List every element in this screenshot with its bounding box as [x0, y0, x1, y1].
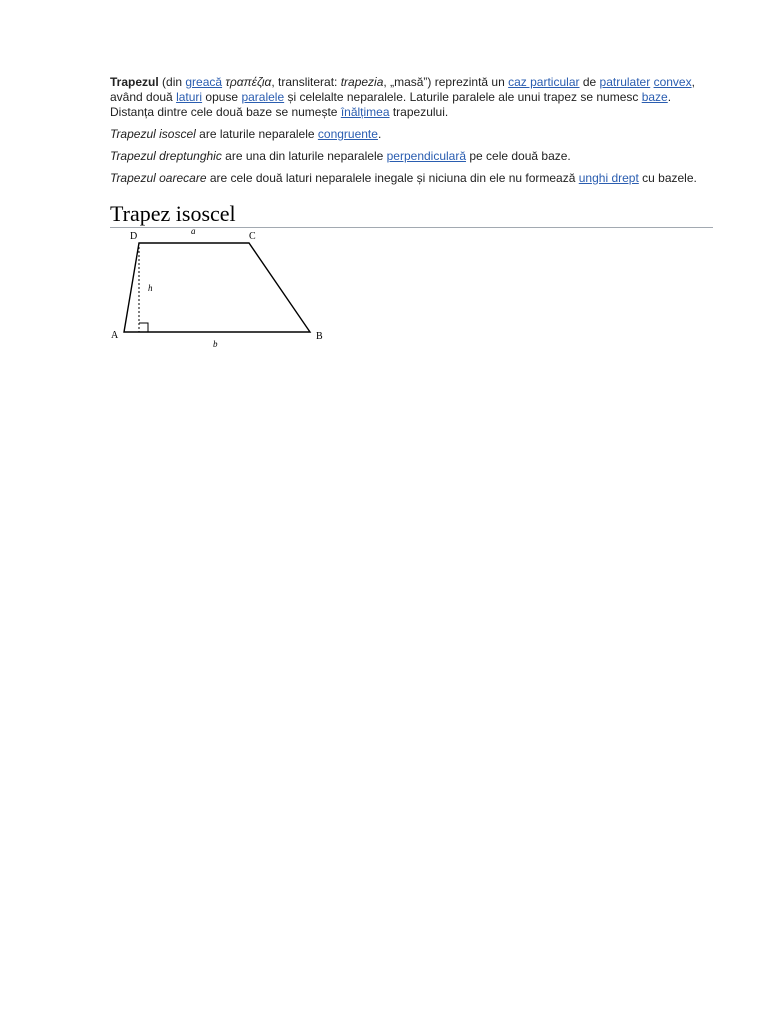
vertex-label-b: B: [316, 331, 323, 342]
right-angle-mark: [139, 323, 148, 332]
dreptunghic-text: pe cele două baze.: [466, 149, 571, 163]
vertex-label-d: D: [130, 231, 138, 242]
intro-text: . Distanța dintre cele două baze se numește: [110, 90, 672, 119]
oarecare-text: cu bazele.: [638, 171, 697, 185]
term-isoscel: Trapezul isoscel: [110, 127, 196, 141]
intro-text: (din: [158, 75, 186, 89]
height-label-h: h: [148, 283, 153, 293]
link-inaltimea[interactable]: înălțimea: [340, 105, 390, 119]
article-body: [110, 75, 713, 354]
trapezoid-figure: [110, 229, 350, 354]
link-baze[interactable]: baze: [641, 90, 668, 104]
link-laturi[interactable]: laturi: [176, 90, 203, 104]
link-patrulater[interactable]: patrulater: [599, 75, 651, 89]
link-perpendiculara[interactable]: perpendiculară: [386, 149, 467, 163]
vertex-label-a: A: [111, 330, 119, 341]
term-dreptunghic: Trapezul dreptunghic: [110, 149, 222, 163]
link-paralele[interactable]: paralele: [241, 90, 285, 104]
intro-text: , transliterat:: [271, 75, 341, 89]
intro-text: , având două: [110, 75, 695, 104]
isoscel-text: .: [377, 127, 382, 141]
term-trapezul: Trapezul: [110, 75, 159, 89]
link-caz-particular[interactable]: caz particular: [508, 75, 580, 89]
section-heading: Trapez isoscel: [110, 201, 713, 228]
intro-paragraph: [110, 75, 713, 120]
oarecare-text: are cele două laturi neparalele inegale și niciuna din ele nu formează: [206, 171, 579, 185]
isoscel-text: are laturile neparalele: [195, 127, 318, 141]
link-greaca[interactable]: greacă: [185, 75, 223, 89]
greek-word: τραπέζια: [225, 75, 272, 89]
transliteration: trapezia: [340, 75, 384, 89]
link-convex[interactable]: convex: [653, 75, 692, 89]
intro-text: de: [579, 75, 600, 89]
intro-text: opuse: [202, 90, 242, 104]
term-oarecare: Trapezul oarecare: [110, 171, 207, 185]
side-label-a: a: [191, 229, 196, 236]
oarecare-paragraph: [110, 171, 713, 186]
link-congruente[interactable]: congruente: [317, 127, 378, 141]
isoscel-paragraph: [110, 127, 713, 142]
intro-text: și celelalte neparalele. Laturile paralele ale unui trapez se numesc: [284, 90, 642, 104]
dreptunghic-text: are una din laturile neparalele: [221, 149, 387, 163]
trapezoid-diagram: [110, 229, 350, 354]
dreptunghic-paragraph: [110, 149, 713, 164]
side-label-b: b: [213, 339, 218, 349]
link-unghi-drept[interactable]: unghi drept: [578, 171, 639, 185]
vertex-label-c: C: [249, 231, 256, 242]
intro-text: trapezului.: [389, 105, 449, 119]
intro-text: , „masă”) reprezintă un: [383, 75, 509, 89]
